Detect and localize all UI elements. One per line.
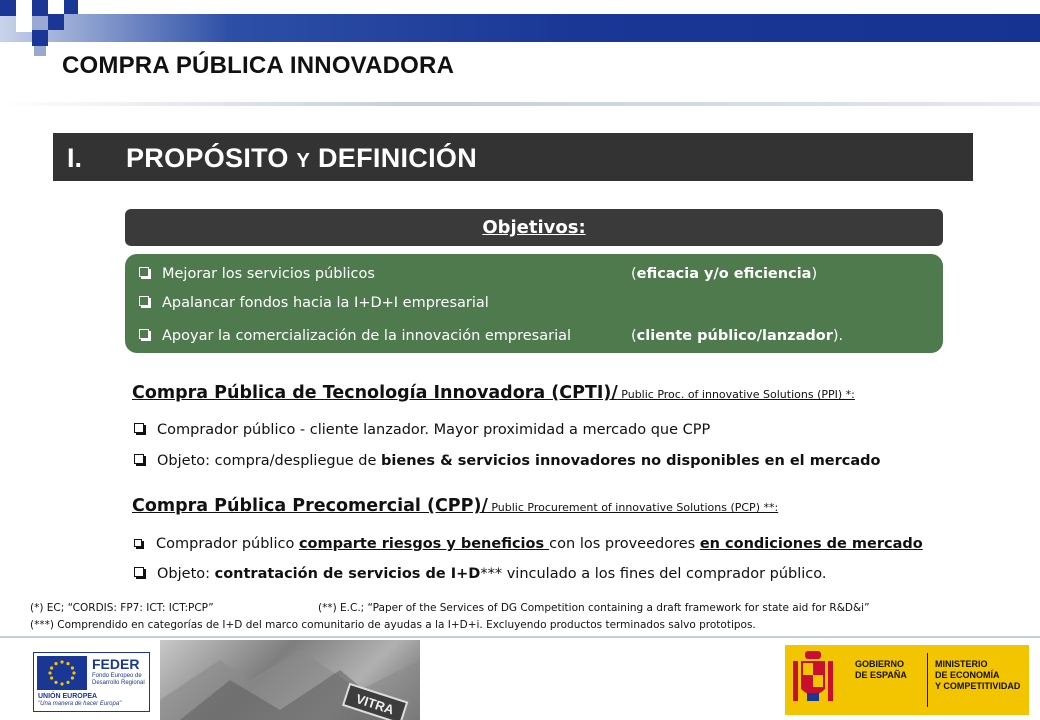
feder-sub-2: Desarrollo Regional (92, 680, 145, 686)
feder-subtitle (92, 673, 145, 687)
checkbox-bullet-icon (134, 539, 142, 547)
note-pre: ( (631, 328, 637, 344)
feder-logo (33, 652, 150, 712)
feder-sub-1: Fondo Europeo de (92, 673, 142, 679)
checkbox-bullet-icon (134, 567, 144, 577)
note-bold: cliente público/lanzador (636, 328, 833, 344)
objectives-heading (125, 209, 943, 246)
section-number: I. (67, 143, 83, 173)
objectives-box (125, 254, 943, 353)
note-post: ) (811, 266, 818, 282)
cpti-item-1-text: Comprador público - cliente lanzador. Mayor proximidad a mercado que CPP (157, 422, 711, 438)
cpp-heading-sub: Public Procurement of innovative Solutions (PCP) **: (487, 501, 779, 514)
objective-note (631, 263, 817, 285)
cpp-item-2-post: *** vinculado a los fines del comprador público. (480, 566, 827, 582)
cpp-heading (132, 496, 778, 516)
decorative-photo (160, 640, 420, 720)
objective-note (631, 325, 843, 347)
cpti-heading-sub: Public Proc. of innovative Solutions (PPI) *: (617, 388, 855, 401)
footnote-1b: (**) E.C.; “Paper of the Services of DG Competition containing a draft framework for state aid for R&D&i” (318, 602, 870, 614)
section-title (126, 143, 477, 174)
section-title-small: Y (296, 150, 311, 172)
objective-text: Apalancar fondos hacia la I+D+I empresarial (162, 295, 489, 311)
ministry-name (935, 659, 1020, 692)
objective-item (139, 263, 375, 285)
ministry-name-1: MINISTERIO (935, 659, 988, 669)
cpti-heading (132, 383, 855, 403)
gov-separator (927, 653, 928, 707)
feder-title: FEDER (92, 656, 140, 672)
section-heading (53, 133, 973, 181)
objective-item (139, 325, 571, 347)
header-divider (0, 102, 1040, 106)
objective-text: Apoyar la comercialización de la innovación empresarial (162, 328, 572, 344)
eu-flag-icon (37, 656, 87, 690)
spain-crest-icon (791, 649, 835, 711)
objective-item (139, 292, 489, 314)
cpp-heading-text: Compra Pública Precomercial (CPP)/ (132, 496, 488, 516)
cpp-item-1-underlined-b: en condiciones de mercado (699, 536, 923, 552)
cpti-heading-text: Compra Pública de Tecnología Innovadora (CPTI)/ (132, 383, 618, 403)
ministry-name-2: DE ECONOMÍA (935, 670, 1000, 680)
section-title-a: PROPÓSITO (126, 143, 297, 173)
footer-divider (0, 636, 1040, 638)
checkbox-bullet-icon (139, 329, 149, 339)
footnote-2: (***) Comprendido en categorías de I+D del marco comunitario de ayudas a la I+D+i. Excluyendo productos terminados salvo prototipos. (30, 619, 756, 631)
page-title: COMPRA PÚBLICA INNOVADORA (62, 52, 455, 79)
ue-title: UNIÓN EUROPEA (38, 693, 98, 700)
photo-sign-text: VITRA (354, 691, 396, 718)
cpp-item-2-pre: Objeto: (157, 566, 215, 582)
gov-name-2: DE ESPAÑA (855, 670, 907, 680)
cpp-item-1 (134, 536, 923, 552)
note-bold: eficacia y/o eficiencia (636, 266, 812, 282)
cpp-item-2-bold: contratación de servicios de I+D (214, 566, 481, 582)
cpti-item-2-bold: bienes & servicios innovadores no disponibles en el mercado (381, 453, 881, 469)
checkbox-bullet-icon (134, 423, 144, 433)
objective-text: Mejorar los servicios públicos (162, 266, 375, 282)
cpp-item-1-pre: Comprador público (156, 536, 299, 552)
section-title-b: DEFINICIÓN (310, 143, 477, 173)
header-bar (0, 14, 1040, 42)
note-post: ). (832, 328, 844, 344)
header-squares-icon (0, 0, 80, 60)
cpti-item-2-pre: Objeto: compra/despliegue de (157, 453, 382, 469)
cpp-item-1-underlined-a: comparte riesgos y beneficios (298, 536, 550, 552)
ue-motto: "Una manera de hacer Europa" (38, 701, 122, 707)
cpp-item-2 (134, 566, 827, 582)
government-logo (785, 645, 1029, 715)
objectives-heading-text: Objetivos: (482, 217, 586, 238)
checkbox-bullet-icon (139, 296, 149, 306)
gov-name-1: GOBIERNO (855, 659, 905, 669)
cpp-item-1-mid: con los proveedores (549, 536, 700, 552)
cpti-item-2 (134, 453, 881, 469)
checkbox-bullet-icon (134, 454, 144, 464)
ministry-name-3: Y COMPETITIVIDAD (935, 681, 1021, 691)
gov-name (855, 659, 907, 681)
note-pre: ( (631, 266, 637, 282)
checkbox-bullet-icon (139, 267, 149, 277)
footnote-1a: (*) EC; “CORDIS: FP7: ICT: ICT:PCP” (30, 602, 214, 614)
cpti-item-1 (134, 422, 710, 438)
